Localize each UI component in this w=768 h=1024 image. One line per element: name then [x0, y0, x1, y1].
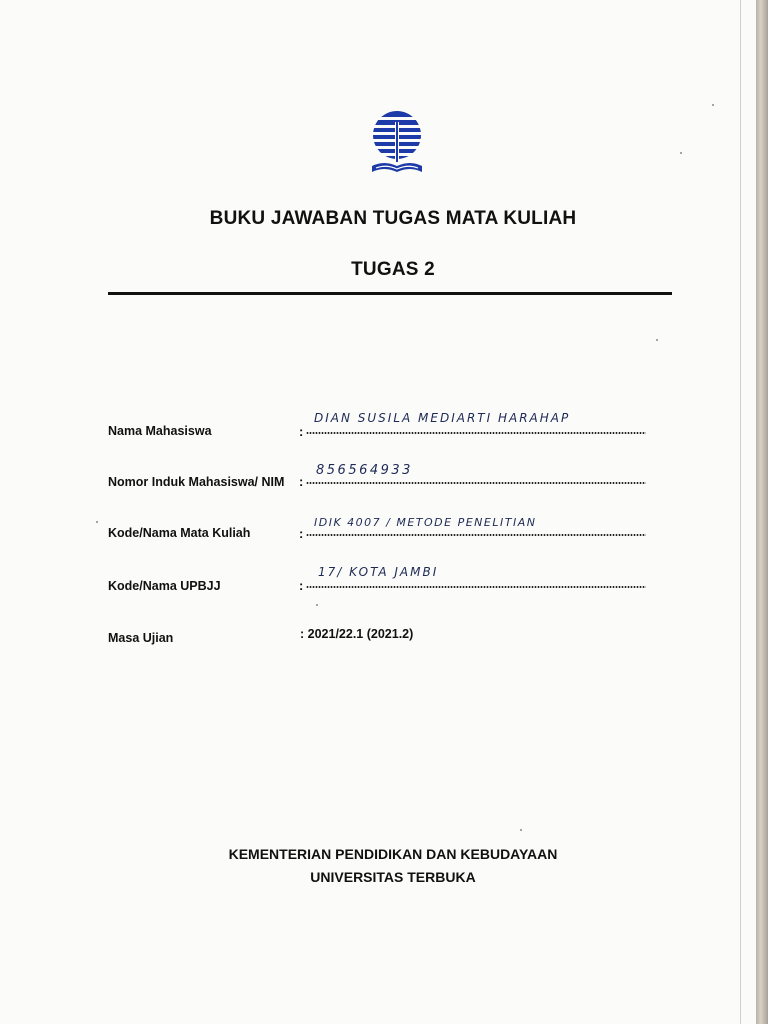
upbjj-value: 17/ KOTA JAMBI	[318, 565, 439, 579]
document-title: BUKU JAWABAN TUGAS MATA KULIAH	[209, 208, 577, 229]
scan-speck	[520, 829, 522, 831]
course-value: IDIK 4007 / METODE PENELITIAN	[314, 516, 537, 529]
ministry-name: KEMENTERIAN PENDIDIKAN DAN KEBUDAYAAN	[228, 846, 558, 862]
course-colon: :	[299, 526, 304, 541]
student-name-colon: :	[299, 424, 304, 439]
student-id-value: 856564933	[316, 463, 413, 478]
student-id-colon: :	[299, 474, 304, 489]
assignment-number: TUGAS 2	[351, 259, 435, 280]
course-dotted-line	[306, 534, 646, 536]
title-divider	[108, 292, 672, 295]
scan-speck	[680, 152, 682, 154]
upbjj-dotted-line	[306, 586, 646, 588]
student-name-value: DIAN SUSILA MEDIARTI HARAHAP	[314, 411, 571, 425]
student-name-dotted-line	[306, 432, 646, 434]
university-name: UNIVERSITAS TERBUKA	[310, 869, 476, 885]
student-name-label: Nama Mahasiswa	[108, 424, 212, 438]
exam-period-label: Masa Ujian	[108, 631, 174, 645]
universitas-terbuka-logo-icon	[368, 110, 426, 176]
scan-speck	[712, 104, 714, 106]
exam-period-value: : 2021/22.1 (2021.2)	[300, 627, 414, 641]
scan-speck	[316, 604, 318, 606]
scan-speck	[656, 339, 658, 341]
upbjj-colon: :	[299, 578, 304, 593]
scan-speck	[96, 521, 98, 523]
student-id-dotted-line	[306, 482, 646, 484]
course-label: Kode/Nama Mata Kuliah	[108, 526, 251, 540]
upbjj-label: Kode/Nama UPBJJ	[108, 579, 221, 593]
student-id-label: Nomor Induk Mahasiswa/ NIM	[108, 475, 285, 489]
